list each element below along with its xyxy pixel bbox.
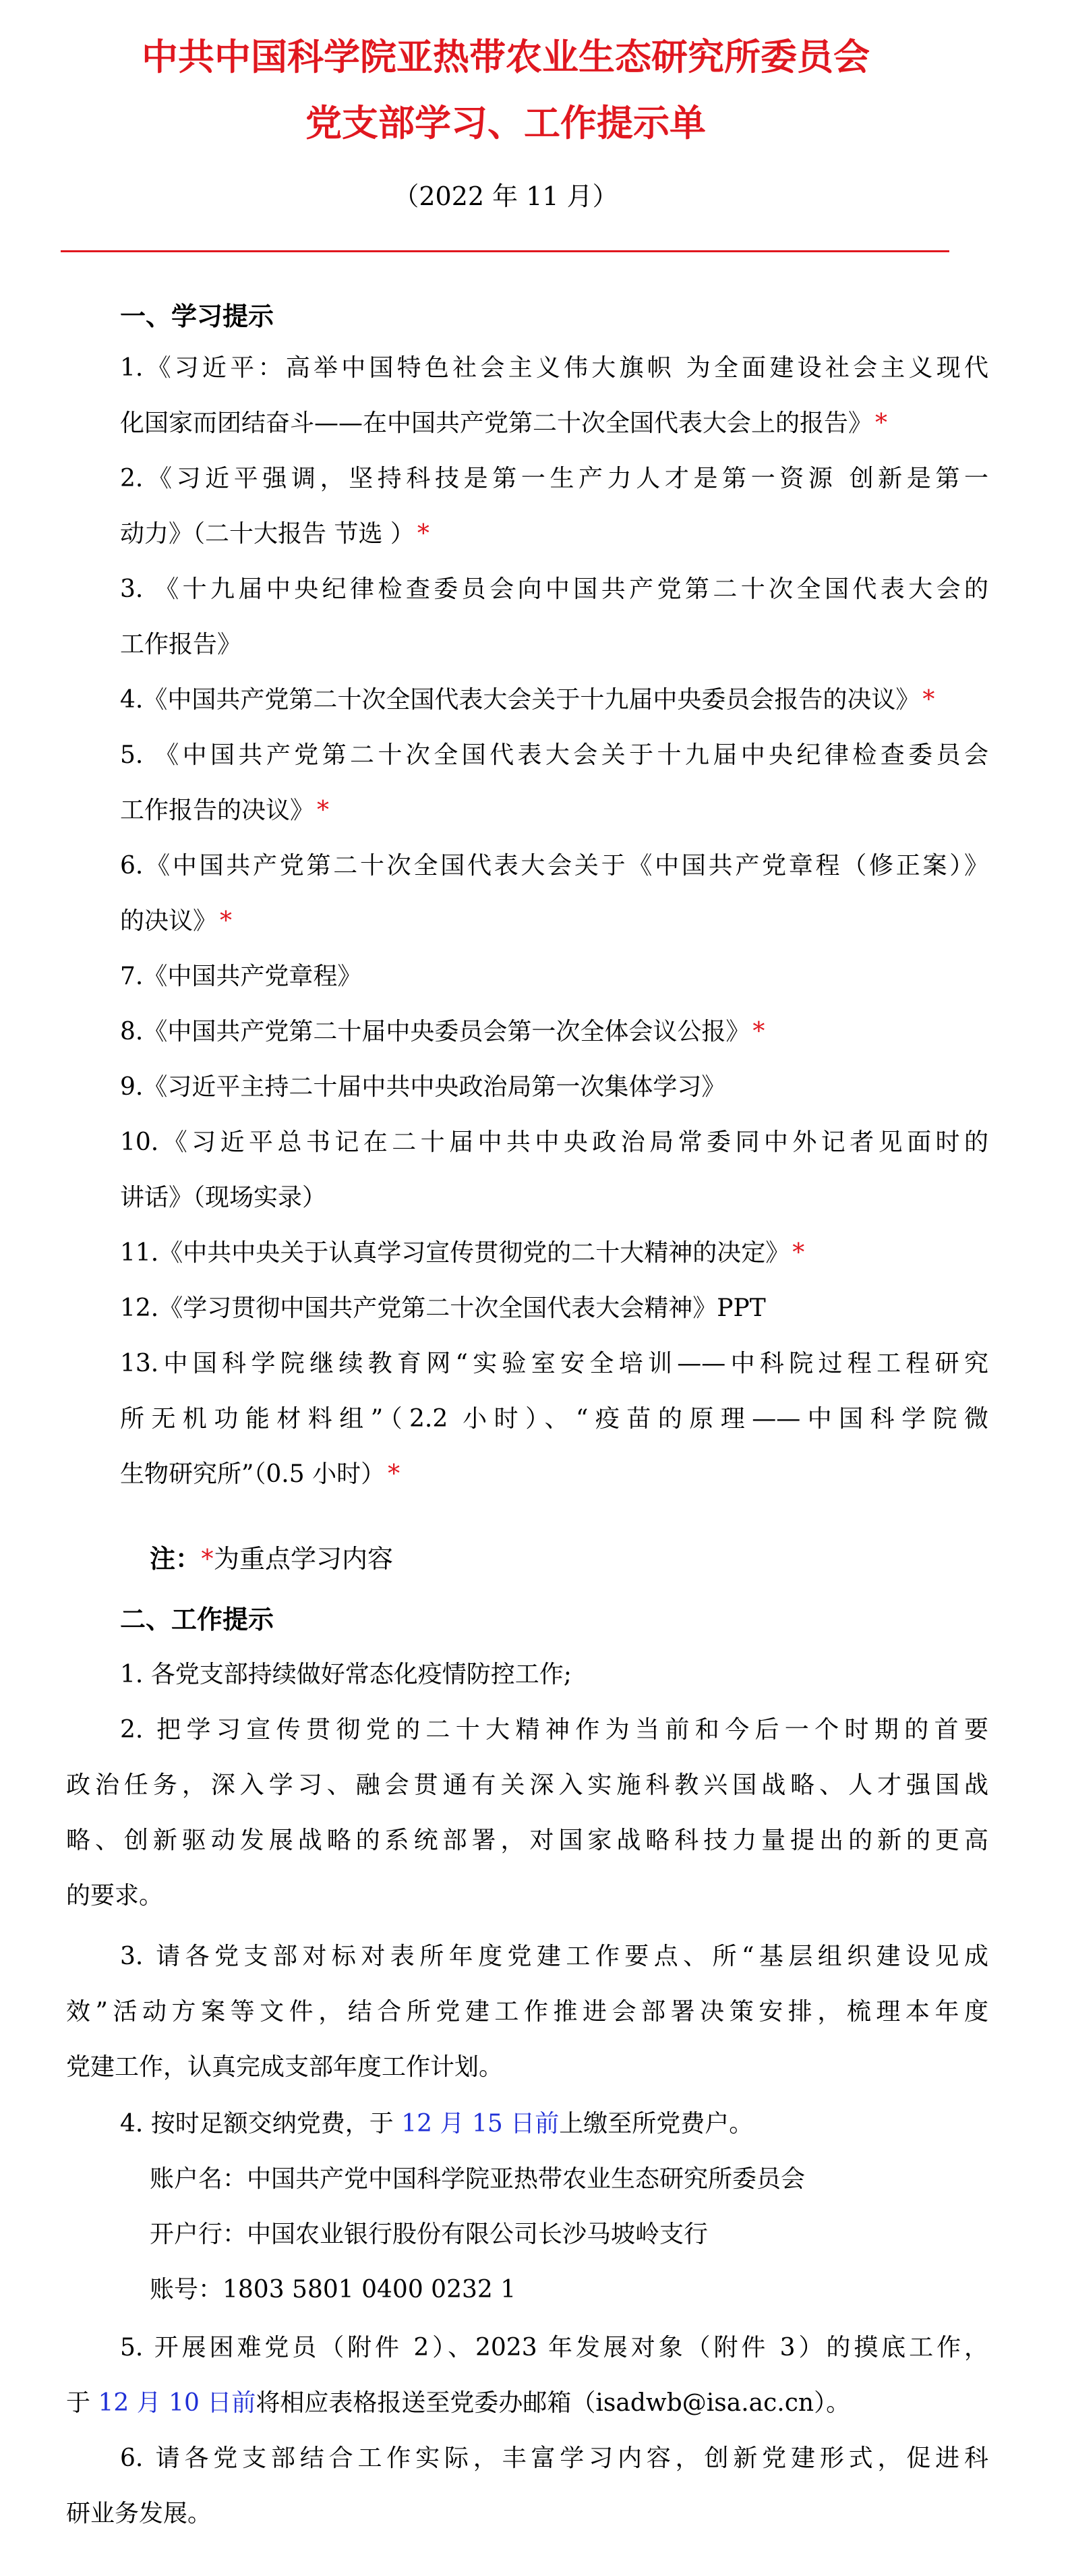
account-number: 账号：1803 5801 0400 0232 1 <box>150 2276 516 2303</box>
item4-deadline: 12 月 15 日前 <box>401 2110 560 2138</box>
study-line <box>120 963 997 990</box>
study-line-text: 工作报告》 <box>120 631 242 658</box>
work-item-6-line: 研业务发展。 <box>66 2500 212 2527</box>
work-item-5-line1: 5. 开展困难党员（附件 2）、2023 年发展对象（附件 3）的摸底工作， <box>120 2334 988 2362</box>
work-item-2-line: 政治任务，深入学习、融会贯通有关深入实施科教兴国战略、人才强国战 <box>66 1771 988 1799</box>
work-heading: 二、工作提示 <box>120 1605 274 1634</box>
study-line-text: 所无机功能材料组”（2.2 小时）、“疫苗的原理——中国科学院微 <box>120 1405 988 1433</box>
study-line <box>120 741 988 769</box>
study-heading: 一、学习提示 <box>120 302 274 331</box>
key-item-star: * <box>875 409 888 437</box>
study-line <box>120 797 997 824</box>
study-line <box>120 1073 997 1101</box>
key-item-star: * <box>792 1239 805 1267</box>
work-item-3-line: 效”活动方案等文件，结合所党建工作推进会部署决策安排，梳理本年度 <box>66 1998 988 2026</box>
note-star: * <box>201 1544 214 1574</box>
study-line-text: 生物研究所”（0.5 小时） <box>120 1460 386 1488</box>
note-text: 为重点学习内容 <box>214 1544 394 1574</box>
study-line <box>120 465 988 492</box>
study-line-text: 讲话》（现场实录） <box>120 1184 327 1211</box>
study-line <box>120 1350 988 1377</box>
study-line-text: 9.《习近平主持二十届中共中央政治局第一次集体学习》 <box>120 1073 726 1101</box>
study-line-text: 2.《习近平强调，坚持科技是第一生产力人才是第一资源 创新是第一 <box>120 465 988 492</box>
key-item-star: * <box>417 520 429 548</box>
work-item-3-line: 党建工作，认真完成支部年度工作计划。 <box>66 2053 504 2081</box>
work-item-1: 1. 各党支部持续做好常态化疫情防控工作; <box>120 1661 572 1688</box>
doc-title: 党支部学习、工作提示单 <box>305 102 706 144</box>
study-line-text: 的决议》 <box>120 907 218 935</box>
study-line <box>120 520 997 548</box>
work-item-3-line: 3. 请各党支部对标对表所年度党建工作要点、所“基层组织建设见成 <box>120 1943 988 1970</box>
study-line <box>120 354 988 382</box>
study-line-text: 动力》（二十大报告 节选 ） <box>120 520 415 548</box>
study-line-text: 化国家而团结奋斗——在中国共产党第二十次全国代表大会上的报告》 <box>120 409 873 437</box>
study-line-text: 1.《习近平：高举中国特色社会主义伟大旗帜 为全面建设社会主义现代 <box>120 354 988 382</box>
work-item-2-line: 2. 把学习宣传贯彻党的二十大精神作为当前和今后一个时期的首要 <box>120 1716 988 1744</box>
study-line-text: 6.《中国共产党第二十次全国代表大会关于《中国共产党章程（修正案）》 <box>120 852 988 880</box>
item5-deadline: 12 月 10 日前 <box>98 2389 256 2417</box>
study-line <box>120 1184 997 1211</box>
key-item-star: * <box>922 686 935 714</box>
item5-pre: 于 <box>66 2389 98 2417</box>
key-item-star: * <box>752 1018 765 1046</box>
item4-post: 上缴至所党费户。 <box>559 2110 754 2138</box>
red-divider <box>61 250 949 252</box>
study-line-text: 4.《中国共产党第二十次全国代表大会关于十九届中央委员会报告的决议》 <box>120 686 920 714</box>
study-line <box>120 1128 988 1156</box>
study-line-text: 13.中国科学院继续教育网“实验室安全培训——中科院过程工程研究 <box>120 1350 988 1377</box>
study-line <box>120 1018 997 1046</box>
study-line <box>120 852 988 880</box>
study-line <box>120 1239 997 1267</box>
study-line-text: 10.《习近平总书记在二十届中共中央政治局常委同中外记者见面时的 <box>120 1128 988 1156</box>
study-line-text: 8.《中国共产党第二十届中央委员会第一次全体会议公报》 <box>120 1018 750 1046</box>
study-line <box>120 1405 988 1433</box>
key-item-star: * <box>317 797 330 824</box>
study-line-text: 5. 《中国共产党第二十次全国代表大会关于十九届中央纪律检查委员会 <box>120 741 988 769</box>
bank-name: 开户行：中国农业银行股份有限公司长沙马坡岭支行 <box>150 2221 709 2248</box>
study-line <box>120 409 997 437</box>
note-label: 注： <box>150 1544 202 1574</box>
work-item-2-line: 略、创新驱动发展战略的系统部署，对国家战略科技力量提出的新的更高 <box>66 1827 988 1854</box>
study-line <box>120 1460 997 1488</box>
account-name: 账户名：中国共产党中国科学院亚热带农业生态研究所委员会 <box>150 2165 806 2193</box>
work-item-6-line: 6. 请各党支部结合工作实际，丰富学习内容，创新党建形式，促进科 <box>120 2444 988 2472</box>
key-item-star: * <box>220 907 233 935</box>
study-line-text: 12.《学习贯彻中国共产党第二十次全国代表大会精神》PPT <box>120 1294 766 1322</box>
study-line-text: 工作报告的决议》 <box>120 797 315 824</box>
study-line <box>120 686 997 714</box>
key-item-star: * <box>388 1460 400 1488</box>
item5-post: 将相应表格报送至党委办邮箱（isadwb@isa.ac.cn）。 <box>256 2389 851 2417</box>
study-line-text: 3. 《十九届中央纪律检查委员会向中国共产党第二十次全国代表大会的 <box>120 575 988 603</box>
study-line <box>120 631 997 658</box>
study-note <box>150 1545 1026 1574</box>
work-item-5-line2 <box>66 2389 943 2417</box>
study-line <box>120 575 988 603</box>
org-title: 中共中国科学院亚热带农业生态研究所委员会 <box>142 36 870 78</box>
study-line <box>120 1294 997 1322</box>
study-line-text: 7.《中国共产党章程》 <box>120 963 362 990</box>
work-item-2-line: 的要求。 <box>66 1882 164 1910</box>
work-item-4 <box>120 2110 997 2138</box>
doc-date: （2022 年 11 月） <box>393 181 618 211</box>
item4-pre: 4. 按时足额交纳党费，于 <box>120 2110 402 2138</box>
study-line <box>120 907 997 935</box>
study-line-text: 11.《中共中央关于认真学习宣传贯彻党的二十大精神的决定》 <box>120 1239 790 1267</box>
